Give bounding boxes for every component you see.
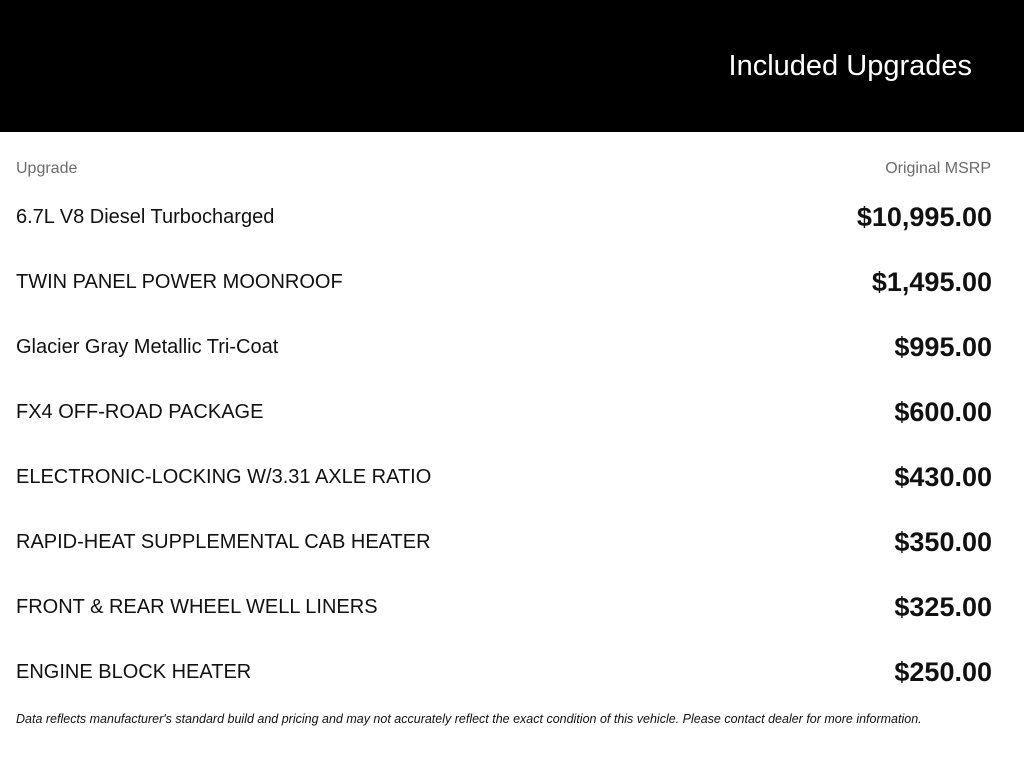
upgrade-name: Glacier Gray Metallic Tri-Coat (16, 336, 279, 358)
upgrade-price: $250.00 (894, 657, 992, 687)
upgrade-name: ELECTRONIC-LOCKING W/3.31 AXLE RATIO (16, 466, 432, 488)
table-row (16, 250, 992, 315)
upgrade-price: $350.00 (894, 527, 992, 557)
disclaimer-footnote: Data reflects manufacturer's standard build and pricing and may not accurately reflect the exact condition of this vehicle. Please contact dealer for more information. (16, 712, 922, 726)
upgrade-price: $600.00 (894, 397, 992, 427)
upgrade-name: ENGINE BLOCK HEATER (16, 661, 252, 683)
table-row (16, 445, 992, 510)
upgrade-price: $1,495.00 (871, 267, 992, 297)
table-row (16, 640, 992, 705)
upgrades-list (16, 185, 992, 705)
header-banner (0, 0, 1024, 132)
upgrade-name: 6.7L V8 Diesel Turbocharged (16, 206, 275, 228)
page-title: Included Upgrades (728, 50, 972, 82)
column-header-msrp: Original MSRP (885, 160, 991, 177)
table-row (16, 315, 992, 380)
upgrade-price: $995.00 (894, 332, 992, 362)
upgrade-name: FX4 OFF-ROAD PACKAGE (16, 401, 264, 423)
upgrade-name: RAPID-HEAT SUPPLEMENTAL CAB HEATER (16, 531, 431, 553)
upgrade-name: FRONT & REAR WHEEL WELL LINERS (16, 596, 378, 618)
table-row (16, 380, 992, 445)
table-header (16, 160, 991, 180)
table-row (16, 185, 992, 250)
column-header-upgrade: Upgrade (16, 160, 78, 177)
upgrade-price: $10,995.00 (856, 202, 992, 232)
upgrade-price: $325.00 (894, 592, 992, 622)
table-row (16, 575, 992, 640)
upgrade-price: $430.00 (894, 462, 992, 492)
upgrade-name: TWIN PANEL POWER MOONROOF (16, 271, 343, 293)
table-row (16, 510, 992, 575)
